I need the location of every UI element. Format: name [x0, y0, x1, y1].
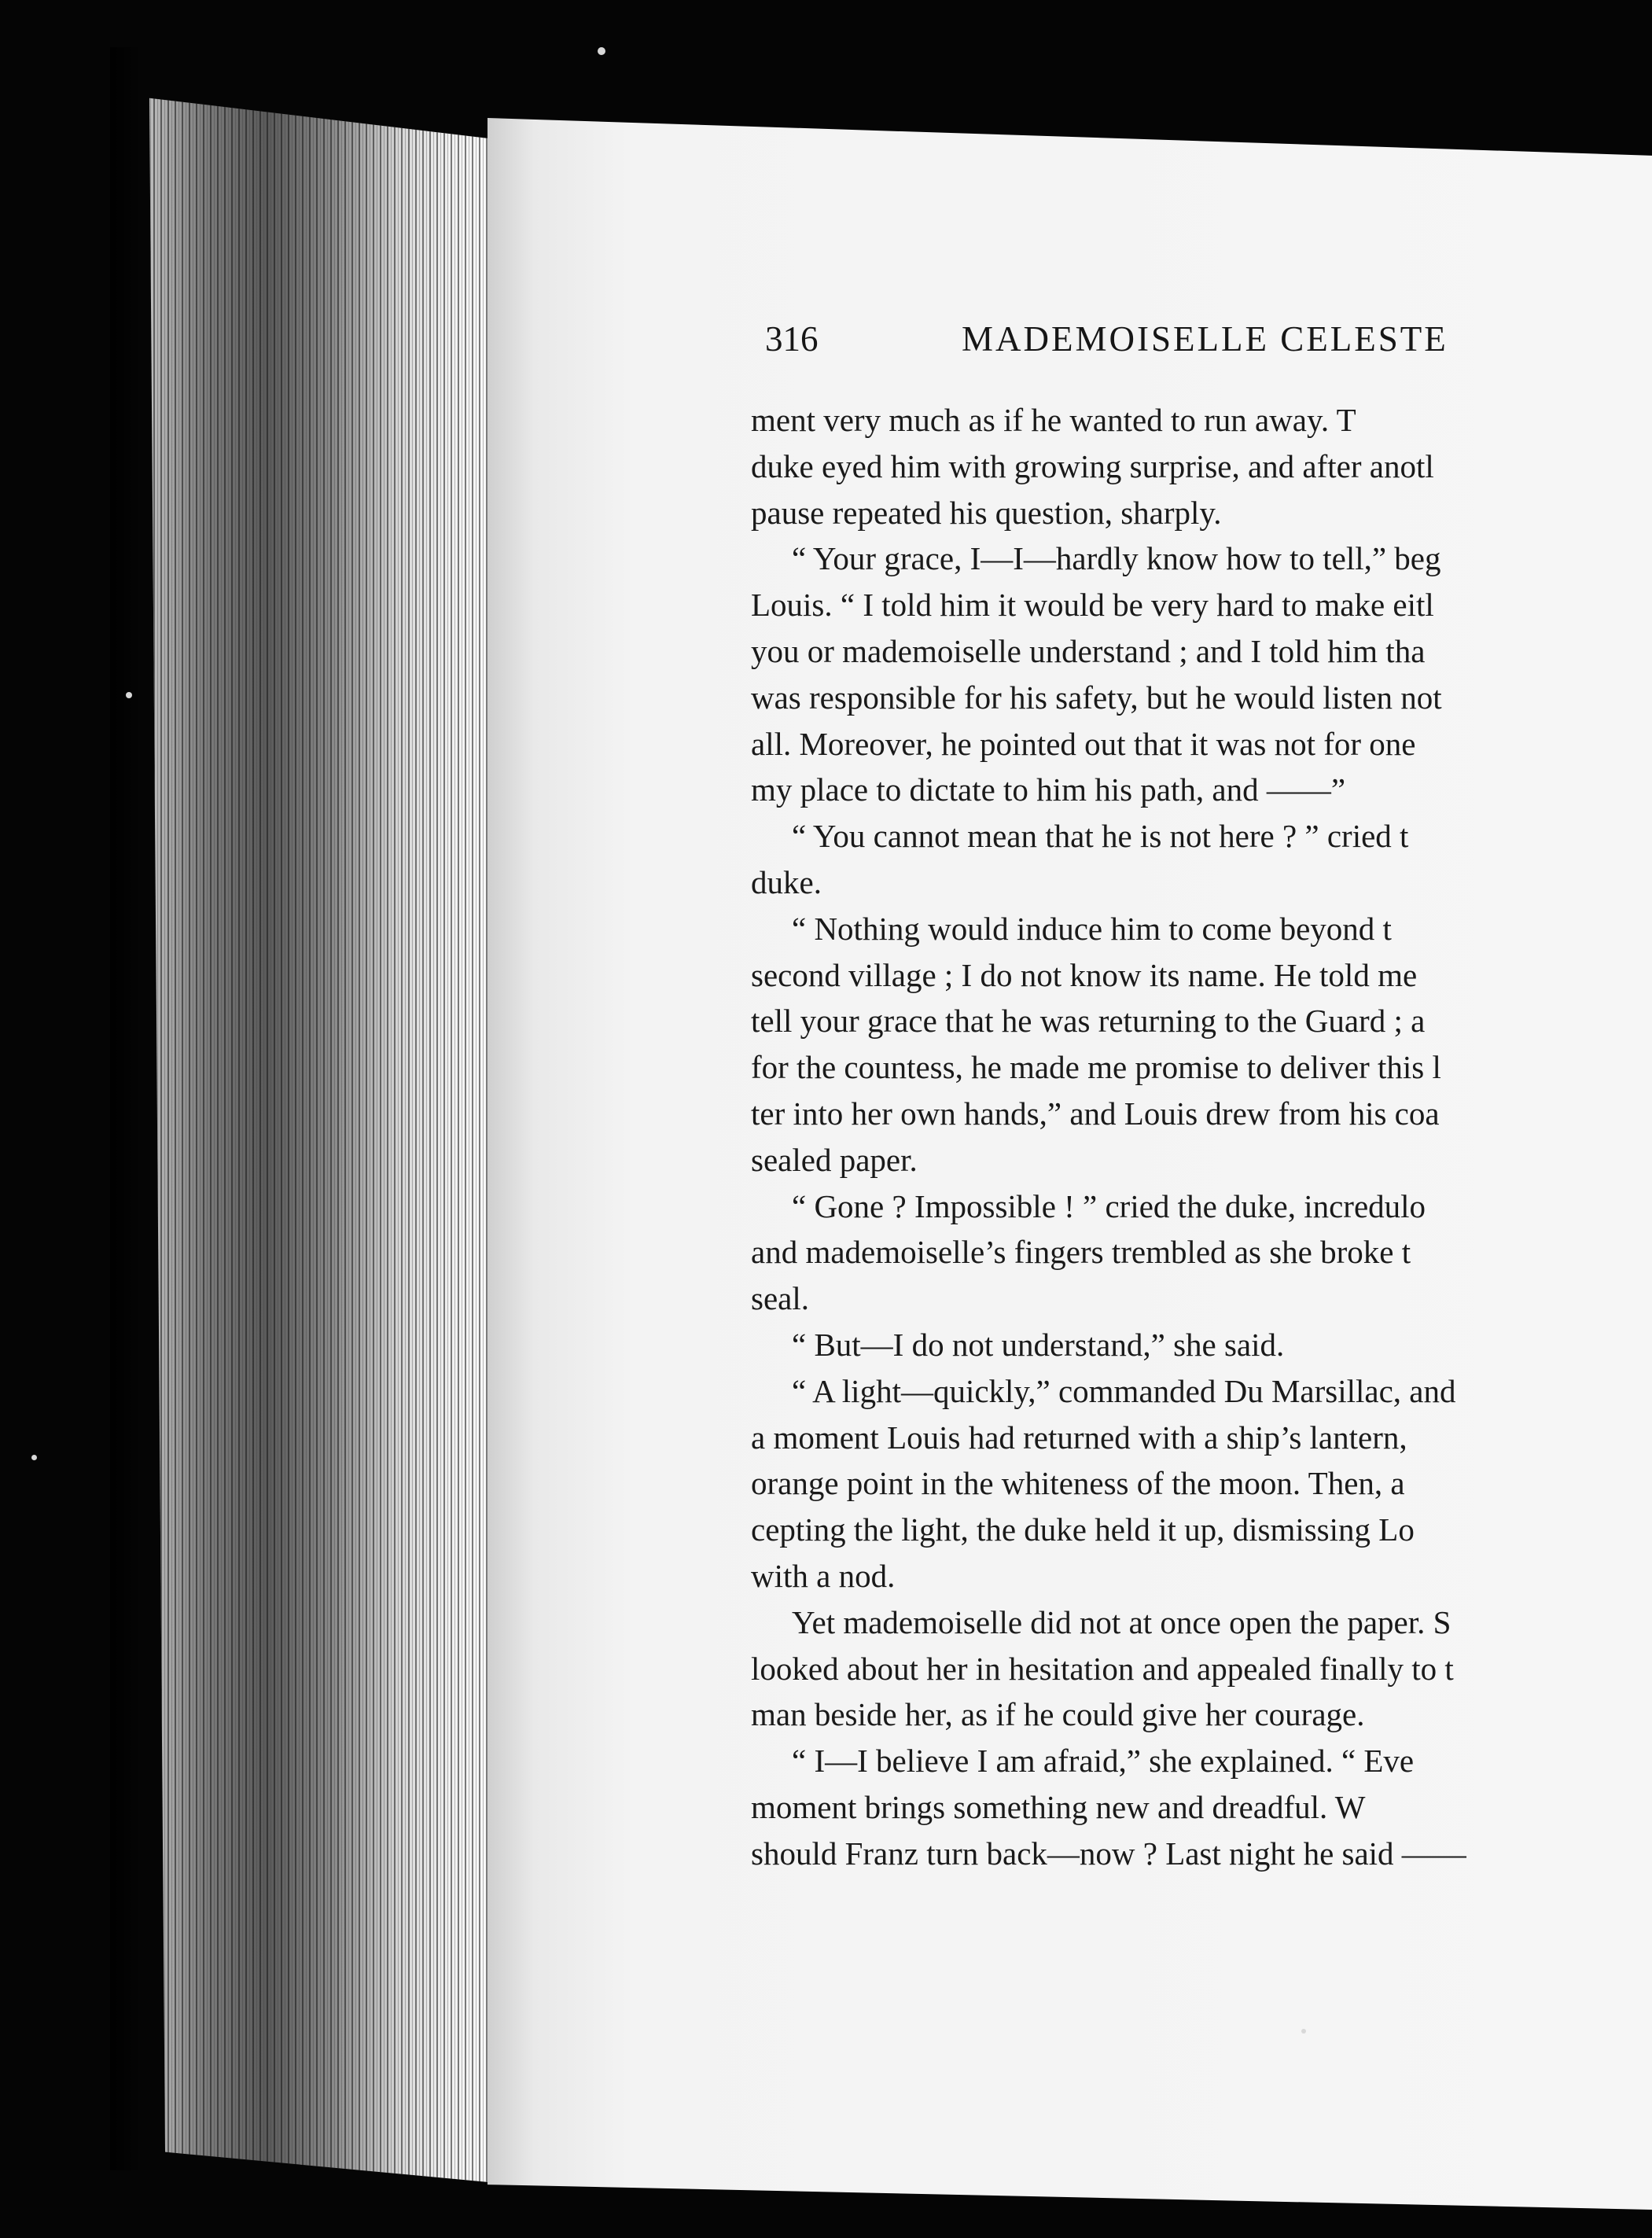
- text-line: sealed paper.: [751, 1141, 918, 1178]
- text-line: a moment Louis had returned with a ship’s lantern,: [751, 1419, 1407, 1456]
- text-line: “ I—I believe I am afraid,” she explained. “ Eve: [792, 1743, 1415, 1780]
- dust-speck: [598, 47, 605, 55]
- body-text: [751, 397, 1652, 1877]
- text-line: “ A light—quickly,” commanded Du Marsillac, and: [792, 1372, 1456, 1409]
- text-line: moment brings something new and dreadful. W: [751, 1788, 1366, 1825]
- running-title: MADEMOISELLE CELESTE: [962, 319, 1448, 359]
- text-line: and mademoiselle’s fingers trembled as she broke t: [751, 1234, 1411, 1271]
- text-line: tell your grace that he was returning to the Guard ; a: [751, 1003, 1426, 1040]
- text-line: looked about her in hesitation and appealed finally to t: [751, 1650, 1454, 1687]
- text-line: duke eyed him with growing surprise, and after anotl: [751, 447, 1434, 484]
- text-line: second village ; I do not know its name. He told me: [751, 956, 1418, 993]
- page-number: 316: [765, 319, 819, 359]
- text-line: “ Gone ? Impossible ! ” cried the duke, incredulo: [792, 1187, 1426, 1224]
- text-line: orange point in the whiteness of the moon. Then, a: [751, 1465, 1405, 1502]
- dust-speck: [31, 1455, 37, 1460]
- text-line: Yet mademoiselle did not at once open the paper. S: [792, 1603, 1451, 1640]
- text-line: man beside her, as if he could give her courage.: [751, 1696, 1365, 1733]
- text-line: “ You cannot mean that he is not here ? ” cried t: [792, 818, 1409, 855]
- text-line: pause repeated his question, sharply.: [751, 494, 1222, 531]
- book-fore-edge: [118, 55, 511, 2206]
- text-line: seal.: [751, 1280, 809, 1317]
- text-line: “ Nothing would induce him to come beyond t: [792, 910, 1392, 947]
- book-edge-shadow: [110, 47, 142, 2170]
- text-line: ter into her own hands,” and Louis drew from his coa: [751, 1095, 1440, 1132]
- text-line: “ But—I do not understand,” she said.: [792, 1326, 1285, 1363]
- text-line: you or mademoiselle understand ; and I told him tha: [751, 632, 1426, 669]
- text-line: should Franz turn back—now ? Last night he said ——: [751, 1835, 1466, 1872]
- text-line: my place to dictate to him his path, and ——”: [751, 771, 1346, 808]
- text-line: was responsible for his safety, but he would listen not: [751, 679, 1442, 716]
- text-line: duke.: [751, 863, 822, 900]
- text-line: cepting the light, the duke held it up, dismissing Lo: [751, 1511, 1415, 1548]
- text-line: with a nod.: [751, 1557, 896, 1594]
- text-line: ment very much as if he wanted to run away. T: [751, 402, 1356, 438]
- text-line: all. Moreover, he pointed out that it was not for one: [751, 725, 1416, 762]
- dust-speck: [126, 692, 132, 698]
- text-line: for the countess, he made me promise to deliver this l: [751, 1049, 1441, 1086]
- text-line: Louis. “ I told him it would be very hard to make eitl: [751, 587, 1434, 624]
- dust-speck: [1301, 2029, 1306, 2034]
- text-line: “ Your grace, I—I—hardly know how to tell,” beg: [792, 540, 1441, 577]
